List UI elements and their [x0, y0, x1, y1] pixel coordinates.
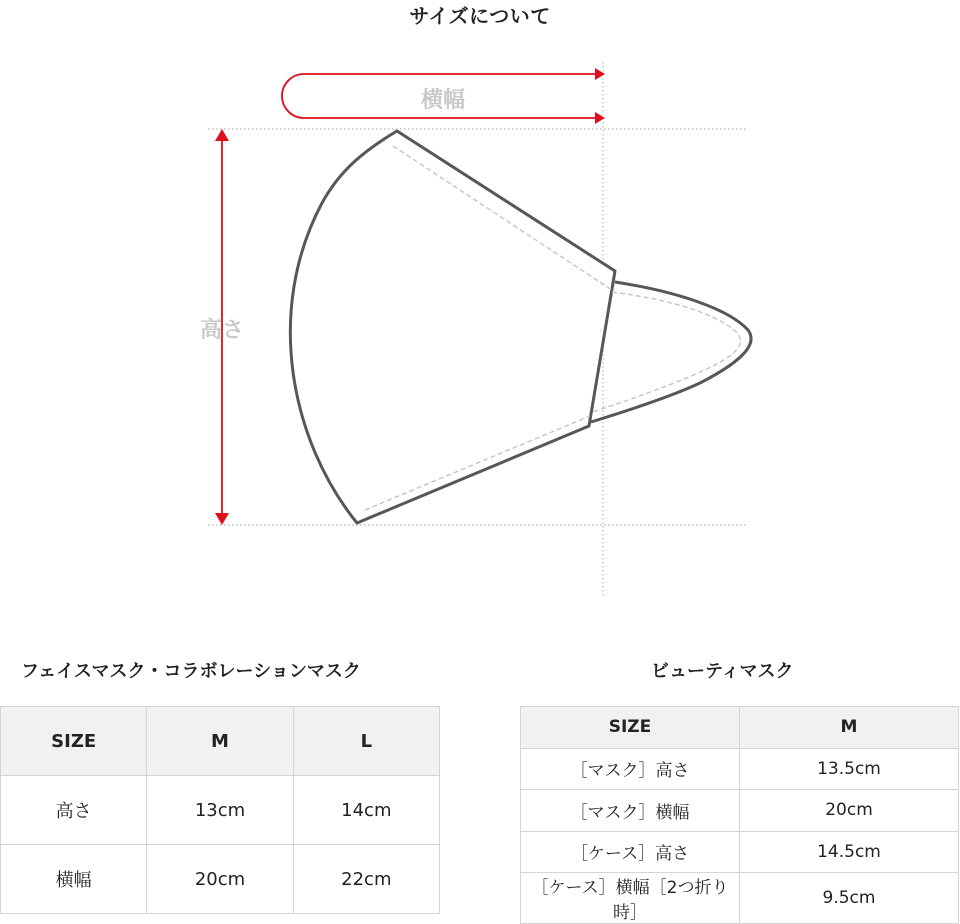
- row-label-cell: ［マスク］高さ: [521, 748, 740, 790]
- table-row: [521, 831, 959, 873]
- row-label-cell: 高さ: [1, 776, 147, 845]
- value-cell: 13cm: [147, 776, 293, 845]
- value-cell: 14cm: [293, 776, 439, 845]
- height-arrowhead-bottom: [215, 513, 229, 525]
- value-cell: 22cm: [293, 845, 439, 914]
- value-cell: 20cm: [740, 790, 959, 832]
- mask-body-outline: [290, 131, 615, 523]
- beauty-mask-section-title: ビューティマスク: [651, 661, 794, 682]
- height-label: 高さ: [200, 318, 245, 343]
- header-cell: M: [740, 707, 959, 749]
- header-cell: L: [293, 707, 439, 776]
- value-cell: 20cm: [147, 845, 293, 914]
- beauty-mask-size-table: [520, 706, 959, 924]
- row-label-cell: 横幅: [1, 845, 147, 914]
- table-row: [521, 790, 959, 832]
- value-cell: 14.5cm: [740, 831, 959, 873]
- table-row: [521, 748, 959, 790]
- face-mask-size-table: [0, 706, 440, 914]
- header-cell: SIZE: [521, 707, 740, 749]
- header-cell: SIZE: [1, 707, 147, 776]
- row-label-cell: ［マスク］横幅: [521, 790, 740, 832]
- row-label-cell: ［ケース］高さ: [521, 831, 740, 873]
- page-title: サイズについて: [409, 4, 551, 28]
- row-label-cell: ［ケース］横幅［2つ折り時］: [521, 873, 740, 924]
- face-mask-section-title: フェイスマスク・コラボレーションマスク: [21, 661, 361, 682]
- value-cell: 9.5cm: [740, 873, 959, 924]
- header-cell: M: [147, 707, 293, 776]
- table-header-row: [1, 707, 440, 776]
- value-cell: 13.5cm: [740, 748, 959, 790]
- table-row: [1, 776, 440, 845]
- table-row: [521, 873, 959, 924]
- width-label: 横幅: [421, 88, 466, 113]
- table-row: [1, 845, 440, 914]
- table-header-row: [521, 707, 959, 749]
- height-arrowhead-top: [215, 129, 229, 141]
